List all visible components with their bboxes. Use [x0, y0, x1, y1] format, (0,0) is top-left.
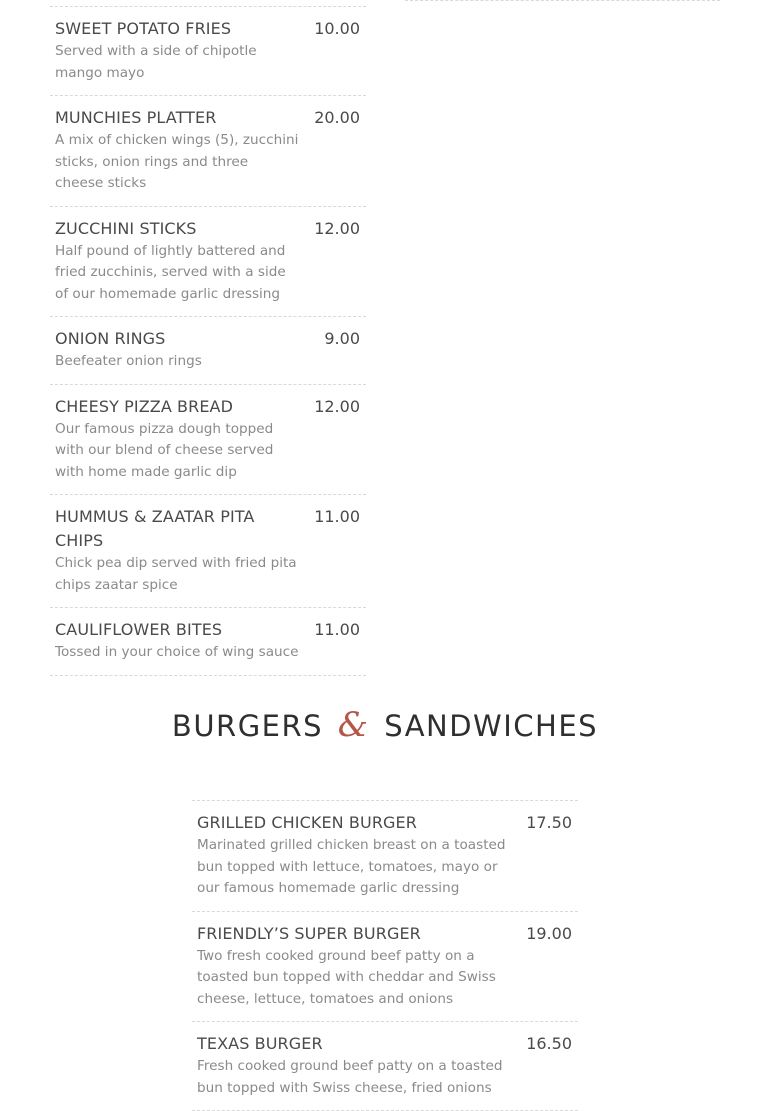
item-description: Fresh cooked ground beef patty on a toasted bun topped with Swiss cheese, fried onions: [197, 1058, 503, 1096]
item-name: GRILLED CHICKEN BURGER: [197, 813, 417, 832]
item-description: Marinated grilled chicken breast on a toasted bun topped with lettuce, tomatoes, mayo or our famous homemade garlic dressing: [197, 837, 506, 896]
item-name: MUNCHIES PLATTER: [55, 108, 217, 127]
item-name: CHEESY PIZZA BREAD: [55, 396, 234, 416]
item-price: 20.00: [314, 108, 360, 127]
menu-item: [50, 495, 366, 608]
item-description: Served with a side of chipotle mango mayo: [55, 43, 257, 81]
item-description: Beefeater onion rings: [55, 353, 202, 369]
item-price: 9.00: [324, 329, 360, 348]
menu-item: [192, 801, 578, 912]
menu-item: [50, 207, 366, 318]
menu-item: [50, 96, 366, 207]
item-name: TEXAS BURGER: [197, 1034, 323, 1053]
section-title: [0, 705, 770, 745]
item-description: Tossed in your choice of wing sauce: [55, 644, 299, 660]
item-price: 17.50: [526, 813, 572, 832]
section-title-part2: SANDWICHES: [384, 709, 599, 743]
menu-item: [50, 385, 366, 496]
item-price: 19.00: [526, 923, 572, 943]
appetizers-column: [50, 0, 366, 676]
item-description: Two fresh cooked ground beef patty on a toasted bun topped with cheddar and Swiss cheese, lettuce, tomatoes and onions: [197, 947, 496, 1007]
item-price: 16.50: [526, 1034, 572, 1053]
item-price: 11.00: [314, 620, 360, 639]
item-name: ONION RINGS: [55, 329, 166, 348]
menu-item: [50, 7, 366, 96]
item-price: 11.00: [314, 507, 360, 526]
item-description: Our famous pizza dough topped with our blend of cheese served with home made garlic dip: [55, 420, 274, 480]
section-title-part1: BURGERS: [171, 709, 324, 743]
item-price: 10.00: [314, 19, 360, 38]
menu-item: [50, 608, 366, 676]
divider: [405, 0, 720, 1]
item-name: ZUCCHINI STICKS: [55, 218, 197, 238]
item-name: HUMMUS & ZAATAR PITA CHIPS: [55, 507, 255, 550]
item-description: Chick pea dip served with fried pita chips zaatar spice: [55, 555, 297, 593]
item-name: SWEET POTATO FRIES: [55, 19, 232, 38]
burgers-column: [192, 800, 578, 1111]
item-description: Half pound of lightly battered and fried zucchinis, served with a side of our homemade garlic dressing: [55, 242, 286, 302]
section-title-ampersand: &: [337, 705, 370, 745]
menu-item: [50, 317, 366, 385]
item-name: CAULIFLOWER BITES: [55, 620, 223, 639]
item-price: 12.00: [314, 396, 360, 416]
menu-item: [192, 912, 578, 1023]
item-price: 12.00: [314, 218, 360, 238]
item-description: A mix of chicken wings (5), zucchini sticks, onion rings and three cheese sticks: [55, 132, 299, 191]
menu-item: [192, 1022, 578, 1111]
item-name: FRIENDLY’S SUPER BURGER: [197, 923, 421, 943]
